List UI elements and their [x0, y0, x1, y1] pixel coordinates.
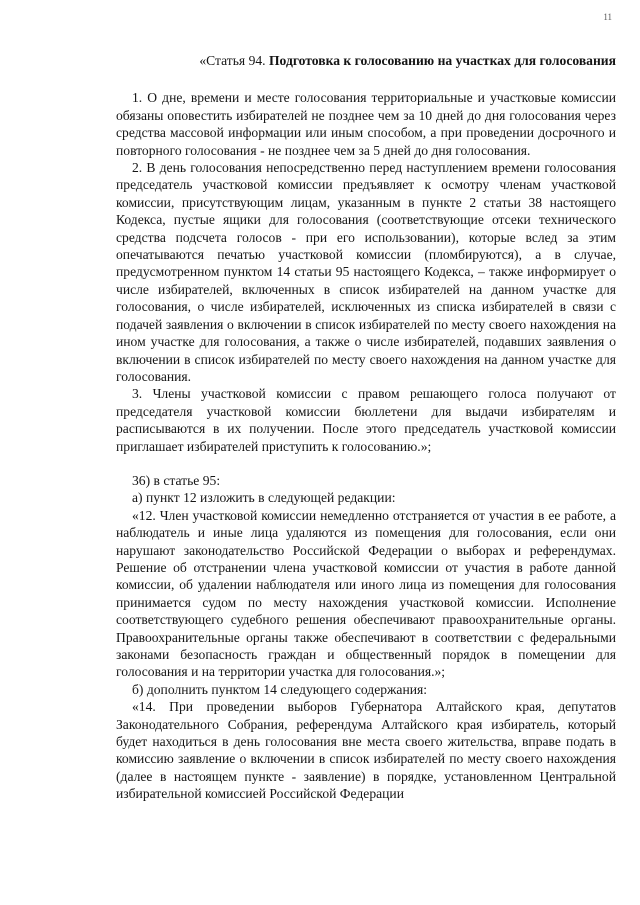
amendment-point-14: «14. При проведении выборов Губернатора Алтайского края, депутатов Законодательного Собрания, референдума Алтайского края избиратель, который будет находиться в день голосования вне места своего жительства, вправе подать в комиссию заявление о включении в список избирателей по месту своего нахождения (далее в настоящем пункте - заявление) в порядке, установленном Центральной избирательной комиссией Российской Федерации: [116, 699, 616, 802]
article-title-text: Подготовка к голосованию на участках для голосования: [268, 53, 616, 68]
paragraph-2: 2. В день голосования непосредственно перед наступлением времени голосования председатель участковой комиссии предъявляет к осмотру членам участковой комиссии, присутствующим лицам, указанным в пункте 2 статьи 38 настоящего Кодекса, пустые ящики для голосования (соответствующие отсеки технического средства подсчета голосов - при его использовании), которые вслед за этим опечатываются печатью участковой комиссии (пломбируются), а в случае, предусмотренном пунктом 14 статьи 95 настоящего Кодекса, – также информирует о числе избирателей, включенных в список избирателей на данном участке для голосования, о числе избирателей, исключенных из списка избирателей в связи с подачей заявления о включении в список избирателей по месту своего нахождения на ином участке для голосования, а также о числе избирателей, подавших заявления о включении в список избирателей по месту своего нахождения на данном участке для голосования.: [116, 160, 616, 384]
amendment-heading: 36) в статье 95:: [132, 472, 221, 488]
article-title-prefix: «Статья 94.: [199, 53, 266, 68]
amendment-point-12: «12. Член участковой комиссии немедленно отстраняется от участия в ее работе, а наблюдатель и иные лица удаляются из помещения для голосования, если они нарушают законодательство Российской Федерации о выборах и референдумах. Решение об отстранении члена участковой комиссии от участия в работе данной комиссии, об удалении наблюдателя или иного лица из помещения для голосования принимается судом по месту нахождения участковой комиссии. Исполнение соответствующего судебного решения обеспечивают правоохранительные органы. Правоохранительные органы также обеспечивают в соответствии с федеральными законами безопасность граждан и общественный порядок в помещении для голосования и на территории участка для голосования.»;: [116, 507, 616, 680]
document-body: [116, 52, 616, 803]
amendment-item-a: а) пункт 12 изложить в следующей редакции:: [132, 490, 396, 506]
amendment-item-b: б) дополнить пунктом 14 следующего содержания:: [132, 681, 428, 697]
paragraph-1: 1. О дне, времени и месте голосования территориальные и участковые комиссии обязаны оповестить избирателей не позднее чем за 10 дней до дня голосования через средства массовой информации или иным способом, а при проведении досрочного и повторного голосования - не позднее чем за 5 дней до дня голосования.: [116, 90, 616, 158]
paragraph-3: 3. Члены участковой комиссии с правом решающего голоса получают от председателя участковой комиссии бюллетени для выдачи избирателям и расписываются в их получении. После этого председатель участковой комиссии приглашает избирателей приступить к голосованию.»;: [116, 386, 616, 454]
page-number: 11: [603, 12, 612, 22]
article-title: [116, 52, 616, 69]
